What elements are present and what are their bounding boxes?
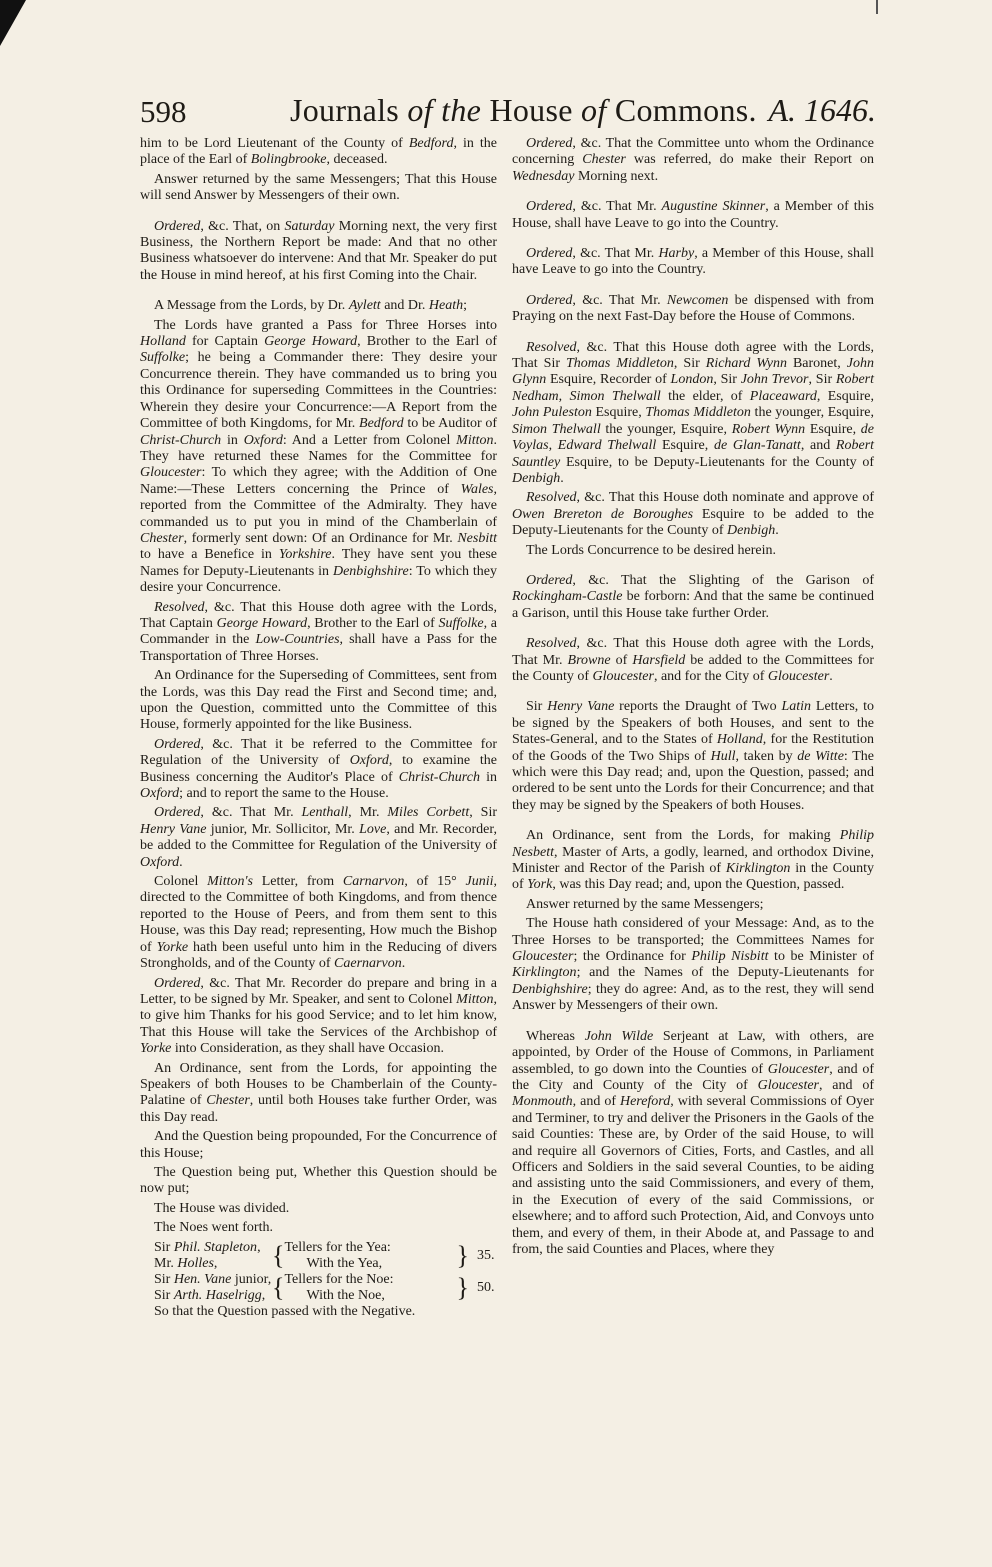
left-brace: { [272,1272,285,1302]
paragraph: An Ordinance for the Superseding of Committees, sent from the Lords, was this Day read the First and Second time; and, upon the Question, committed unto the Committee of this House, formerly appointed for the like Business. [140,668,497,733]
paragraph: Resolved, &c. That this House doth agree with the Lords, That Mr. Browne of Harsfield be added to the Committees for the County of Gloucester, and for the City of Gloucester. [512,636,874,684]
paragraph: Ordered, &c. That Mr. Lenthall, Mr. Miles Corbett, Sir Henry Vane junior, Mr. Sollicitor, Mr. Love, and Mr. Recorder, be added to the Committee for Regulation of the University of Oxford. [140,805,497,870]
paragraph: Ordered, &c. That the Committee unto whom the Ordinance concerning Chester was referred, do make their Report on Wednesday Morning next. [512,136,875,184]
paragraph: Ordered, &c. That Mr. Harby, a Member of this House, shall have Leave to go into the Country. [512,246,874,278]
title-part: of [581,92,615,128]
right-column [512,136,874,1261]
paragraph: Answer returned by the same Messengers; [526,896,764,912]
page-title [290,92,757,129]
title-part: Commons. [614,92,757,128]
scan-corner-mark [0,0,26,46]
paragraph: The Lords Concurrence to be desired herein. [526,542,776,558]
teller-name: Sir Hen. Vane junior, [154,1271,272,1287]
right-brace: } [456,1272,469,1302]
paragraph: An Ordinance, sent from the Lords, for making Philip Nesbett, Master of Arts, a godly, learned, and orthodox Divine, Minister and Rector of the Parish of Kirklington in the County of York, was this Day read; and, upon the Question, passed. [512,828,874,893]
scan-edge-tick [876,0,878,14]
paragraph: A Message from the Lords, by Dr. Aylett and Dr. Heath; [154,298,468,314]
teller-name: Sir Phil. Stapleton, [154,1239,261,1255]
paragraph: An Ordinance, sent from the Lords, for appointing the Speakers of both Houses to be Chamberlain of the County-Palatine of Chester, until both Houses take further Order, was this Day read. [140,1060,497,1125]
yea-count: 35. [476,1247,495,1263]
title-part: Journals [290,92,408,128]
paragraph: Ordered, &c. That Mr. Recorder do prepare and bring in a Letter, to be signed by Mr. Speaker, and sent to Colonel Mitton, to give him Thanks for his good Service; and to let him know, That this House will take the Services of the Archbishop of Yorke into Consideration, as they shall have Occasion. [140,975,497,1057]
paragraph: The Noes went forth. [154,1220,273,1236]
title-part: House [489,92,582,128]
paragraph: Ordered, &c. That the Slighting of the Garison of Rockingham-Castle be forborn: And that the same be continued a Garison, until this House take further Order. [512,572,874,621]
paragraph: Ordered, &c. That, on Saturday Morning next, the very first Business, the Northern Report be made: And that no other Business whatsoever do intervene: And that Mr. Speaker do put the House in mind hereof, at his first Coming into the Chair. [140,218,497,283]
page-year: A. 1646. [768,92,876,128]
paragraph: Ordered, &c. That Mr. Augustine Skinner, a Member of this House, shall have Leave to go into the Country. [512,199,875,231]
noe-count: 50. [476,1279,495,1295]
paragraph: Ordered, &c. That Mr. Newcomen be dispensed with from Praying on the next Fast-Day before the House of Commons. [512,292,874,325]
paragraph: Whereas John Wilde Serjeant at Law, with others, are appointed, by Order of the House of Commons, in Parliament assembled, to go down into the Counties of Gloucester, and of the City and County of the City of Gloucester, and of Monmouth, and of Hereford, with several Commissions of Oyer and Terminer, to try and deliver the Prisoners in the Gaols of the said Counties: These are, by Order of the said House, to will and require all Governors of Cities, Forts, and Castles, and all Officers and Soldiers in the said several Counties, to be aiding and assisting unto the said Commissioners, and every of them, in the Execution of every of the said Commissions, or elsewhere; and to afford such Protection, Aid, and Convoys unto them, and every of them, in their Abode at, and Passage to and from, the said Counties and Places, where they [512,1028,874,1257]
page-header [140,92,880,136]
teller-name: Mr. Holles, [154,1255,218,1271]
paragraph: Answer returned by the same Messengers; That this House will send Answer by Messengers of their own. [140,171,497,204]
paragraph: And the Question being propounded, For the Concurrence of this House; [140,1129,497,1161]
teller-role: Tellers for the Noe: [284,1271,394,1287]
page-number: 598 [140,94,187,129]
teller-role: With the Noe, [306,1287,385,1303]
teller-role: Tellers for the Yea: [284,1239,391,1255]
paragraph: The Lords have granted a Pass for Three Horses into Holland for Captain George Howard, Brother to the Earl of Suffolke; he being a Commander there: They desire your Concurrence therein. They have commanded us to bring you this Ordinance for superseding Committees in the Countries: Wherein they desire your Concurrence:—A Report from the Committee of both Kingdoms, for Mr. Bedford to be Auditor of Christ-Church in Oxford: And a Letter from Colonel Mitton. They have returned these Names for the Committee for Gloucester: To which they agree; with the Addition of One Name:—These Letters concerning the Prince of Wales, reported from the Committee of the Admiralty. They have commanded us to put you in mind of the Chamberlain of Chester, formerly sent down: Of an Ordinance for Mr. Nesbitt to have a Benefice in Yorkshire. They have sent you these Names for Deputy-Lieutenants in Denbighshire: To which they desire your Concurrence. [140,317,498,596]
paragraph: The House was divided. [154,1200,290,1216]
paragraph: The House hath considered of your Message: And, as to the Three Horses to be transported; the Committees Names for Gloucester; the Ordinance for Philip Nisbitt to be Minister of Kirklington; and the Names of the Deputy-Lieutenants for Denbighshire; they do agree: And, as to the rest, they will send Answer by Messengers of their own. [512,916,874,1014]
paragraph: Ordered, &c. That it be referred to the Committee for Regulation of the University of Oxford, to examine the Business concerning the Auditor's Place of Christ-Church in Oxford; and to report the same to the House. [140,736,498,802]
paragraph: Sir Henry Vane reports the Draught of Two Latin Letters, to be signed by the Speakers of both Houses, and sent to the States-General, and to the States of Holland, for the Restitution of the Goods of the Two Ships of Hull, taken by de Witte: The which were this Day read; and, upon the Question, passed; and ordered to be sent unto the Lords for their Concurrence; and that they may be signed by the Speakers of both Houses. [512,699,875,813]
left-column [140,136,497,1323]
title-part: of the [407,92,490,128]
paragraph: Colonel Mitton's Letter, from Carnarvon, of 15° Junii, directed to the Committee of both Kingdoms, and from thence reported to the House of Peers, and from them sent to this House, was this Day read; representing, How much the Bishop of Yorke hath been useful unto him in the Reducing of divers Strongholds, and of the County of Caernarvon. [140,874,497,972]
paragraph: Resolved, &c. That this House doth agree with the Lords, That Captain George Howard, Brother to the Earl of Suffolke, a Commander in the Low-Countries, shall have a Pass for the Transportation of Three Horses. [140,599,497,664]
paragraph: So that the Question passed with the Negative. [154,1303,416,1319]
paragraph: Resolved, &c. That this House doth agree with the Lords, That Sir Thomas Middleton, Sir Richard Wynn Baronet, John Glynn Esquire, Recorder of London, Sir John Trevor, Sir Robert Nedham, Simon Thelwall the elder, of Placeaward, Esquire, John Puleston Esquire, Thomas Middleton the younger, Esquire, Simon Thelwall the younger, Esquire, Robert Wynn Esquire, de Voylas, Edward Thelwall Esquire, de Glan-Tanatt, and Robert Sauntley Esquire, to be Deputy-Lieutenants for the County of Denbigh. [512,339,875,486]
paragraph: Resolved, &c. That this House doth nominate and approve of Owen Brereton de Boroughes Esquire to be added to the Deputy-Lieutenants for the County of Denbigh. [512,490,875,539]
tellers-division-table [140,1240,497,1304]
paragraph: him to be Lord Lieutenant of the County of Bedford, in the place of the Earl of Bolingbrooke, deceased. [140,136,497,168]
right-brace: } [456,1240,469,1270]
teller-name: Sir Arth. Haselrigg, [154,1287,266,1303]
paragraph: The Question being put, Whether this Question should be now put; [140,1164,497,1197]
left-brace: { [272,1240,285,1270]
teller-role: With the Yea, [306,1255,383,1271]
